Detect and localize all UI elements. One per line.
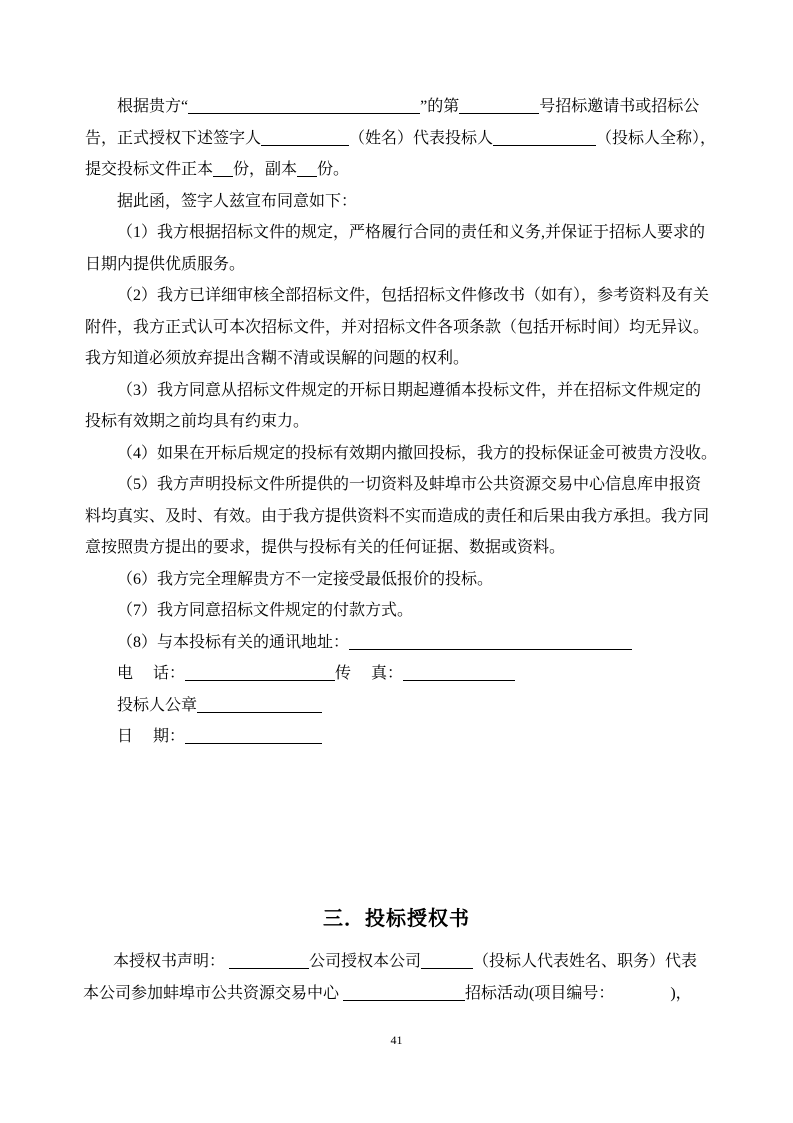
blank-underline	[349, 647, 632, 650]
text-run: 投标有效期之前均具有约束力。	[85, 413, 310, 430]
text-run: 根据贵方“	[117, 98, 189, 115]
text-line	[85, 343, 725, 375]
blank-underline	[229, 966, 309, 969]
text-run: 本公司参加蚌埠市公共资源交易中心	[83, 984, 344, 1002]
text-line	[85, 690, 725, 722]
text-run: （8）与本投标有关的通讯地址：	[117, 633, 350, 651]
blank-underline	[459, 111, 539, 114]
text-run: 据此函，签字人兹宣布同意如下：	[117, 192, 358, 210]
text-run: 号招标邀请书或招标公	[539, 98, 700, 115]
blank-underline	[493, 143, 596, 146]
text-run: 传 真：	[335, 665, 404, 682]
text-line	[85, 658, 725, 690]
text-run: （3）我方同意从招标文件规定的开标日期起遵循本投标文件，并在招标文件规定的	[117, 381, 702, 399]
text-run: 我方知道必须放弃提出含糊不清或误解的问题的权利。	[85, 350, 470, 367]
text-line	[85, 154, 725, 186]
text-line	[85, 312, 725, 344]
text-run: 本授权书声明：	[113, 953, 230, 970]
text-run: （5）我方声明投标文件所提供的一切资料及蚌埠市公共资源交易中心信息库申报资	[117, 476, 702, 493]
text-line	[85, 469, 725, 501]
text-line	[85, 595, 725, 627]
text-run: （投标人全称），	[596, 129, 717, 147]
text-run: 日期内提供优质服务。	[85, 255, 246, 273]
authorization-intro	[83, 946, 731, 1009]
text-run: 日 期：	[117, 728, 186, 745]
text-run: 料均真实、及时、有效。由于我方提供资料不实而造成的责任和后果由我方承担。我方同	[85, 507, 710, 525]
blank-underline	[343, 998, 465, 1001]
text-run: 告，正式授权下述签字人	[85, 129, 262, 147]
text-line	[83, 978, 731, 1010]
text-line	[85, 249, 725, 281]
text-run: ”的第	[420, 98, 460, 115]
text-run: 份，副本	[233, 161, 298, 178]
text-run: 电 话：	[117, 665, 186, 682]
text-run: 意按照贵方提出的要求，提供与投标有关的任何证据、数据或资料。	[85, 539, 566, 556]
text-run: 提交投标文件正本	[85, 161, 214, 178]
text-run: （1）我方根据招标文件的规定，严格履行合同的责任和义务,并保证于招标人要求的	[117, 224, 706, 241]
text-run: （2）我方已详细审核全部招标文件，包括招标文件修改书（如有），参考资料及有关	[117, 287, 710, 304]
text-line	[85, 406, 725, 438]
blank-underline	[188, 111, 420, 114]
text-run: 附件，我方正式认可本次招标文件，并对招标文件各项条款（包括开标时间）均无异议。	[85, 318, 710, 336]
text-line	[85, 564, 725, 596]
text-line	[85, 501, 725, 533]
text-run: （姓名）代表投标人	[349, 129, 494, 147]
blank-underline	[197, 710, 322, 713]
text-line	[85, 627, 725, 659]
page-number: 41	[390, 1033, 403, 1047]
blank-underline	[297, 174, 317, 177]
text-line	[85, 186, 725, 218]
text-run: 公司授权本公司	[309, 953, 422, 970]
text-line	[85, 91, 725, 123]
text-run: 投标人公章	[117, 696, 198, 714]
blank-underline	[421, 966, 473, 969]
blank-underline	[403, 678, 515, 681]
text-run: 招标活动(项目编号： )，	[465, 984, 692, 1002]
blank-underline	[261, 143, 349, 146]
text-line	[85, 217, 725, 249]
blank-underline	[213, 174, 233, 177]
text-line	[85, 375, 725, 407]
text-line	[85, 280, 725, 312]
text-run: （6）我方完全理解贵方不一定接受最低报价的投标。	[117, 570, 494, 588]
text-run: （投标人代表姓名、职务）代表	[473, 953, 698, 970]
text-line	[85, 721, 725, 753]
text-run: 份。	[317, 161, 350, 178]
blank-underline	[185, 741, 322, 744]
bid-letter-body	[85, 91, 725, 753]
blank-underline	[185, 678, 335, 681]
text-line	[85, 123, 725, 155]
section-heading: 三．投标授权书	[323, 908, 470, 930]
text-run: （4）如果在开标后规定的投标有效期内撤回投标，我方的投标保证金可被贵方没收。	[117, 444, 718, 462]
text-line	[85, 532, 725, 564]
text-run: （7）我方同意招标文件规定的付款方式。	[117, 602, 414, 619]
text-line	[83, 946, 731, 978]
text-line	[85, 438, 725, 470]
